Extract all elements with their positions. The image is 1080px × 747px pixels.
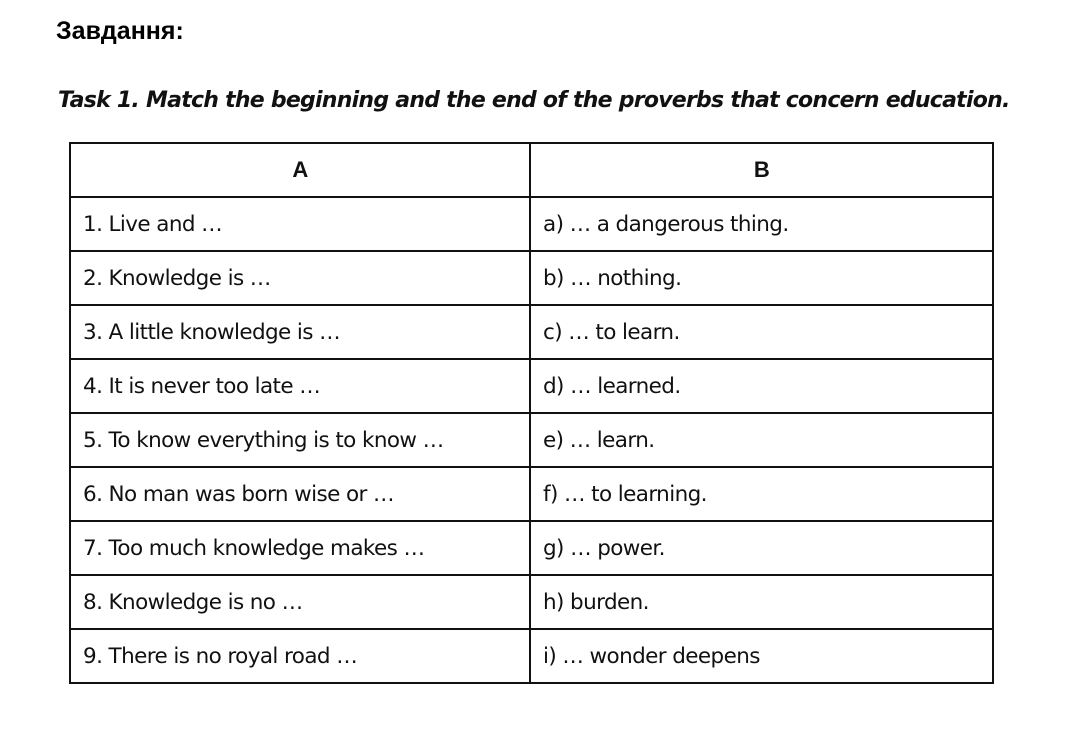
task-instruction: Task 1. Match the beginning and the end of the proverbs that concern education.	[58, 88, 1010, 113]
proverb-ending-cell: a) … a dangerous thing.	[530, 197, 993, 251]
table-row	[70, 521, 993, 575]
proverb-ending-cell: h) burden.	[530, 575, 993, 629]
proverb-ending-cell: f) … to learning.	[530, 467, 993, 521]
proverb-ending-cell: b) … nothing.	[530, 251, 993, 305]
table-header-row	[70, 143, 993, 197]
proverb-beginning-cell: 8. Knowledge is no …	[70, 575, 530, 629]
proverb-ending-cell: e) … learn.	[530, 413, 993, 467]
proverb-beginning-cell: 6. No man was born wise or …	[70, 467, 530, 521]
table-row	[70, 251, 993, 305]
table-row	[70, 413, 993, 467]
proverb-ending-cell: g) … power.	[530, 521, 993, 575]
column-a-header: A	[70, 143, 530, 197]
proverbs-matching-table	[69, 142, 994, 684]
table-row	[70, 359, 993, 413]
table-row	[70, 575, 993, 629]
proverb-beginning-cell: 3. A little knowledge is …	[70, 305, 530, 359]
section-heading: Завдання:	[56, 17, 184, 45]
proverb-ending-cell: d) … learned.	[530, 359, 993, 413]
proverb-ending-cell: c) … to learn.	[530, 305, 993, 359]
proverb-beginning-cell: 2. Knowledge is …	[70, 251, 530, 305]
table-row	[70, 467, 993, 521]
table-row	[70, 197, 993, 251]
column-b-header: B	[530, 143, 993, 197]
table-row	[70, 629, 993, 683]
proverb-beginning-cell: 9. There is no royal road …	[70, 629, 530, 683]
proverb-beginning-cell: 1. Live and …	[70, 197, 530, 251]
proverb-beginning-cell: 7. Too much knowledge makes …	[70, 521, 530, 575]
proverb-ending-cell: i) … wonder deepens	[530, 629, 993, 683]
table-row	[70, 305, 993, 359]
proverb-beginning-cell: 5. To know everything is to know …	[70, 413, 530, 467]
proverb-beginning-cell: 4. It is never too late …	[70, 359, 530, 413]
